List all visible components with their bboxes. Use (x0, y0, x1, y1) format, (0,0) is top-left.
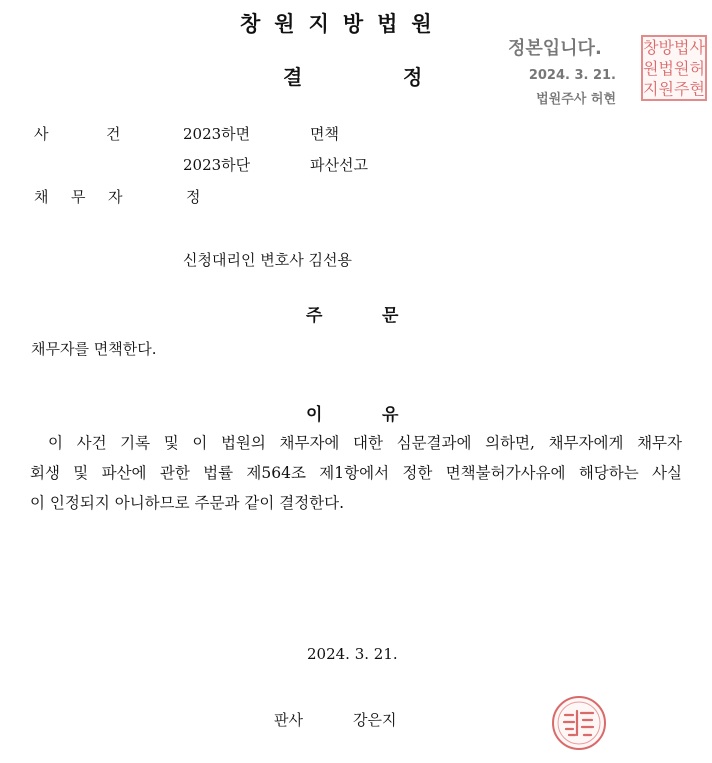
judge-title: 판사 (274, 711, 303, 729)
doc-type-left: 결 (283, 65, 303, 89)
order-title-left: 주 (306, 306, 323, 326)
case-number-2: 2023하단 (183, 156, 251, 174)
order-text: 채무자를 면책한다. (31, 340, 157, 358)
reason-title-left: 이 (306, 405, 323, 425)
applicant-agent: 신청대리인 변호사 김선용 (183, 251, 352, 269)
label-debtor-2: 무 (71, 188, 86, 206)
court-seal-graphic (643, 37, 705, 99)
seal-glyph: 원 (674, 58, 690, 78)
reason-line-3: 이 인정되지 아니하므로 주문과 같이 결정한다. (30, 494, 345, 512)
judge-seal-icon (551, 695, 607, 751)
seal-glyph: 원 (643, 58, 659, 78)
doc-type-right: 정 (403, 65, 423, 89)
label-case-1: 사 (34, 125, 49, 143)
seal-glyph: 사 (689, 38, 705, 58)
seal-glyph: 허 (689, 58, 705, 78)
seal-glyph: 현 (689, 79, 705, 99)
court-name: 창원지방법원 (240, 12, 446, 36)
decision-date: 2024. 3. 21. (307, 645, 398, 663)
seal-glyph: 창 (643, 38, 659, 58)
reason-title-right: 유 (382, 405, 399, 425)
certified-clerk: 법원주사 허현 (536, 92, 616, 107)
label-debtor-3: 자 (108, 188, 123, 206)
certified-date: 2024. 3. 21. (528, 68, 616, 83)
seal-glyph: 지 (643, 79, 659, 99)
case-name-1: 면책 (310, 125, 339, 143)
seal-glyph: 방 (658, 38, 674, 58)
seal-glyph: 법 (674, 38, 690, 58)
case-name-2: 파산선고 (310, 156, 368, 174)
certified-copy-text: 정본입니다. (508, 38, 602, 59)
seal-glyph: 원 (658, 79, 674, 99)
reason-line-1: 이 사건 기록 및 이 법원의 채무자에 대한 심문결과에 의하면, 채무자에게 채무자 (48, 434, 682, 452)
seal-glyph: 법 (658, 58, 674, 78)
case-number-1: 2023하면 (183, 125, 251, 143)
seal-glyph: 주 (674, 79, 690, 99)
reason-line-2: 회생 및 파산에 관한 법률 제564조 제1항에서 정한 면책불허가사유에 해당하는 사실 (30, 464, 682, 482)
judge-name: 강은지 (353, 711, 397, 729)
label-debtor-1: 채 (34, 188, 49, 206)
debtor-name: 정 (186, 188, 201, 206)
reason-paragraph (30, 428, 682, 518)
label-case-2: 건 (106, 125, 121, 143)
order-title-right: 문 (382, 306, 399, 326)
court-seal-icon (641, 35, 707, 101)
